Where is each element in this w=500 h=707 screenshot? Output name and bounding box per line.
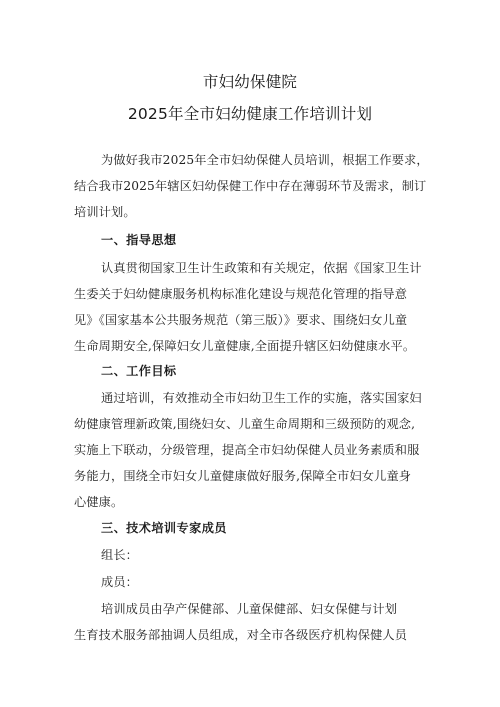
paragraph-line: 务能力，围绕全市妇女儿童健康做好服务,保障全市妇女儿童身 — [74, 469, 412, 483]
section-heading-work-goals: 二、工作目标 — [101, 364, 177, 378]
paragraph-line: 实施上下联动，分级管理，提高全市妇幼保健人员业务素质和服 — [74, 443, 420, 457]
intro-line: 为做好我市2025年全市妇幼保健人员培训，根据工作要求， — [101, 153, 429, 167]
document-title-organization: 市妇幼保健院 — [202, 73, 298, 91]
member-label: 成员： — [101, 575, 139, 589]
document-title: 2025年全市妇幼健康工作培训计划 — [127, 105, 373, 123]
section-heading-training-experts: 三、技术培训专家成员 — [101, 521, 227, 535]
paragraph-line: 认真贯彻国家卫生计生政策和有关规定，依据《国家卫生计 — [101, 261, 422, 275]
paragraph-line: 心健康。 — [74, 495, 124, 509]
paragraph-line: 见》《国家基本公共服务规范（第三版）》要求、围绕妇女儿童 — [74, 313, 408, 327]
paragraph-line: 生委关于妇幼健康服务机构标准化建设与规范化管理的指导意 — [74, 287, 408, 301]
paragraph-line: 培训成员由孕产保健部、儿童保健部、妇女保健与计划 — [101, 602, 398, 616]
paragraph-line: 生育技术服务部抽调人员组成，对全市各级医疗机构保健人员 — [74, 628, 408, 642]
leader-label: 组长： — [101, 548, 139, 562]
paragraph-line: 通过培训，有效推动全市妇幼卫生工作的实施，落实国家妇 — [101, 391, 422, 405]
intro-line: 培训计划。 — [74, 205, 136, 219]
paragraph-line: 幼健康管理新政策,围绕妇女、儿童生命周期和三级预防的观念, — [74, 417, 416, 431]
paragraph-line: 生命周期安全,保障妇女儿童健康,全面提升辖区妇幼健康水平。 — [74, 339, 416, 353]
section-heading-guiding-ideology: 一、指导思想 — [101, 233, 177, 247]
intro-line: 结合我市2025年辖区妇幼保健工作中存在薄弱环节及需求，制订 — [74, 179, 427, 193]
